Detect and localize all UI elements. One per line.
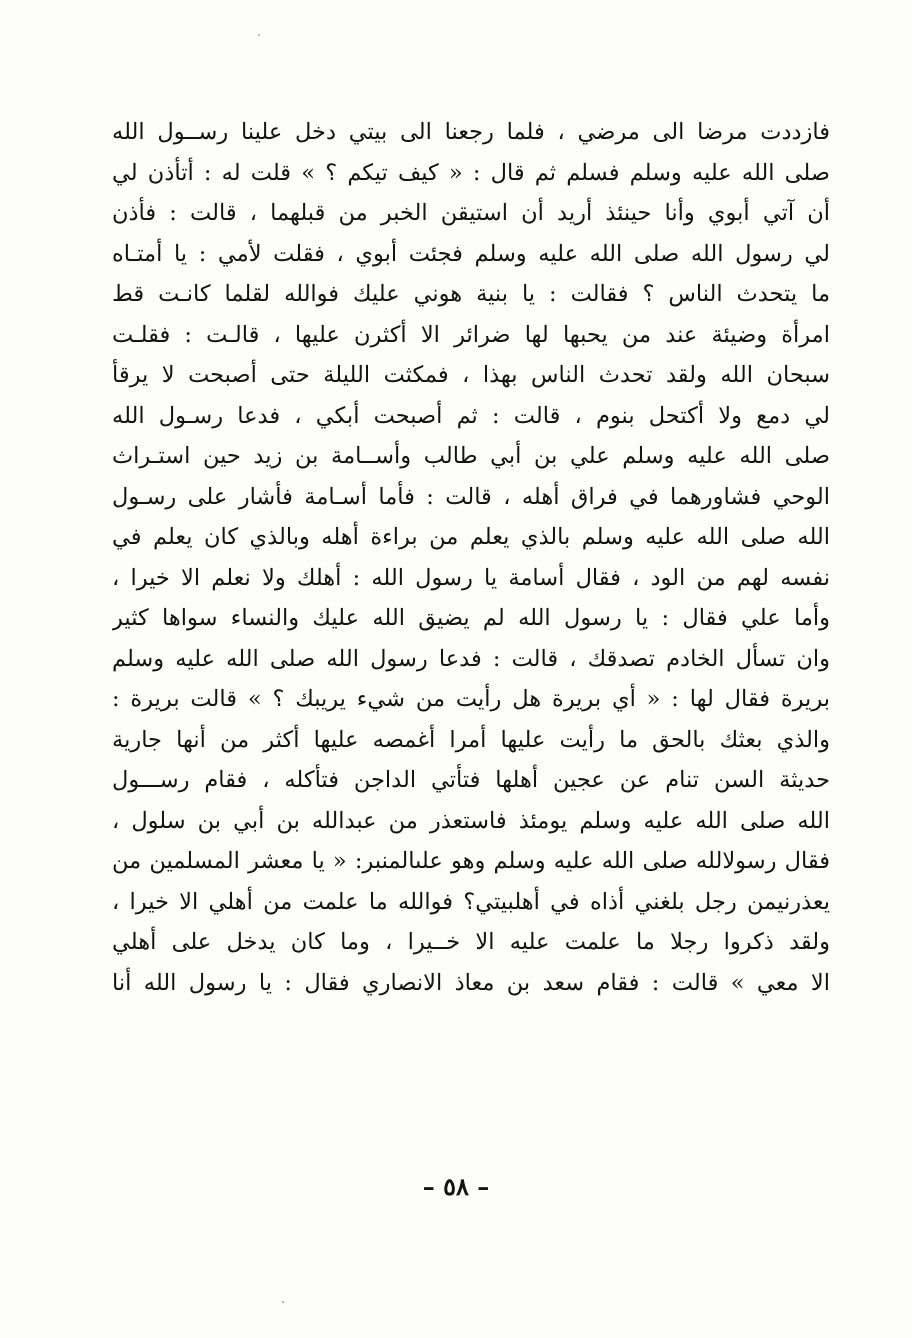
text-line: صلى الله عليه وسلم علي بن أبي طالب وأســامة بن زيد حين استـراث — [112, 443, 830, 469]
text-line: الوحي فشاورهما في فراق أهله ، قالت : فأما أسـامة فأشار على رسـول — [112, 483, 830, 510]
text-line: سبحان الله ولقد تحدث الناس بهذا ، فمكثت الليلة حتى أصبحت لا يرقأ — [112, 362, 830, 388]
body-text — [112, 112, 830, 1003]
text-line: أن آتي أبوي وأنا حينئذ أريد أن استيقن الخبر من قبلهما ، قالت : فأذن — [112, 200, 830, 226]
text-line: ما يتحدث الناس ؟ فقالت : يا بنية هوني عليك فوالله لقلما كانـت قط — [112, 281, 830, 307]
page-number: – ٥٨ – — [422, 1172, 490, 1201]
text-line: الله صلى الله عليه وسلم بالذي يعلم من براءة أهله وبالذي كان يعلم في — [112, 524, 830, 550]
text-line: ولقد ذكروا رجلا ما علمت عليه الا خــيرا ، وما كان يدخل على أهلي — [112, 929, 830, 955]
text-line: صلى الله عليه وسلم فسلم ثم قال : « كيف تيكم ؟ » قلت له : أتأذن لي — [112, 159, 830, 186]
scan-speck — [282, 1301, 284, 1303]
text-line: لي رسول الله صلى الله عليه وسلم فجئت أبوي ، فقلت لأمي : يا أمتـاه — [112, 240, 830, 267]
text-line: الا معي » قالت : فقام سعد بن معاذ الانصاري فقال : يا رسول الله أنا — [112, 969, 830, 996]
text-line: نفسه لهم من الود ، فقال أسامة يا رسول الله : أهلك ولا نعلم الا خيرا ، — [112, 564, 830, 591]
text-line: امرأة وضيئة عند من يحبها لها ضرائر الا أكثرن عليها ، قالـت : فقلـت — [112, 321, 830, 348]
text-line: لي دمع ولا أكتحل بنوم ، قالت : ثم أصبحت أبكي ، فدعا رسـول الله — [112, 402, 830, 429]
text-line: حديثة السن تنام عن عجين أهلها فتأتي الداجن فتأكله ، فقام رســـول — [112, 767, 830, 793]
text-line: والذي بعثك بالحق ما رأيت عليها أمرا أغمصه عليها أكثر من أنها جارية — [112, 726, 830, 753]
text-line: يعذرنيمن رجل بلغني أذاه في أهلبيتي؟ فوالله ما علمت من أهلي الا خيرا ، — [112, 888, 830, 915]
text-line: بريرة فقال لها : « أي بريرة هل رأيت من شيء يريبك ؟ » قالت بريرة : — [112, 686, 830, 712]
text-line: وان تسأل الخادم تصدقك ، قالت : فدعا رسول الله صلى الله عليه وسلم — [112, 645, 830, 672]
text-line: فازددت مرضا الى مرضي ، فلما رجعنا الى بيتي دخل علينا رســول الله — [112, 119, 830, 145]
scan-speck — [258, 34, 260, 36]
text-line: الله صلى الله عليه وسلم يومئذ فاستعذر من عبدالله بن أبي بن سلول ، — [112, 807, 830, 834]
text-line: فقال رسولالله صلى الله عليه وسلم وهو علىالمنبر: « يا معشر المسلمين من — [112, 848, 830, 874]
text-line: وأما علي فقال : يا رسول الله لم يضيق الله عليك والنساء سواها كثير — [112, 605, 830, 631]
